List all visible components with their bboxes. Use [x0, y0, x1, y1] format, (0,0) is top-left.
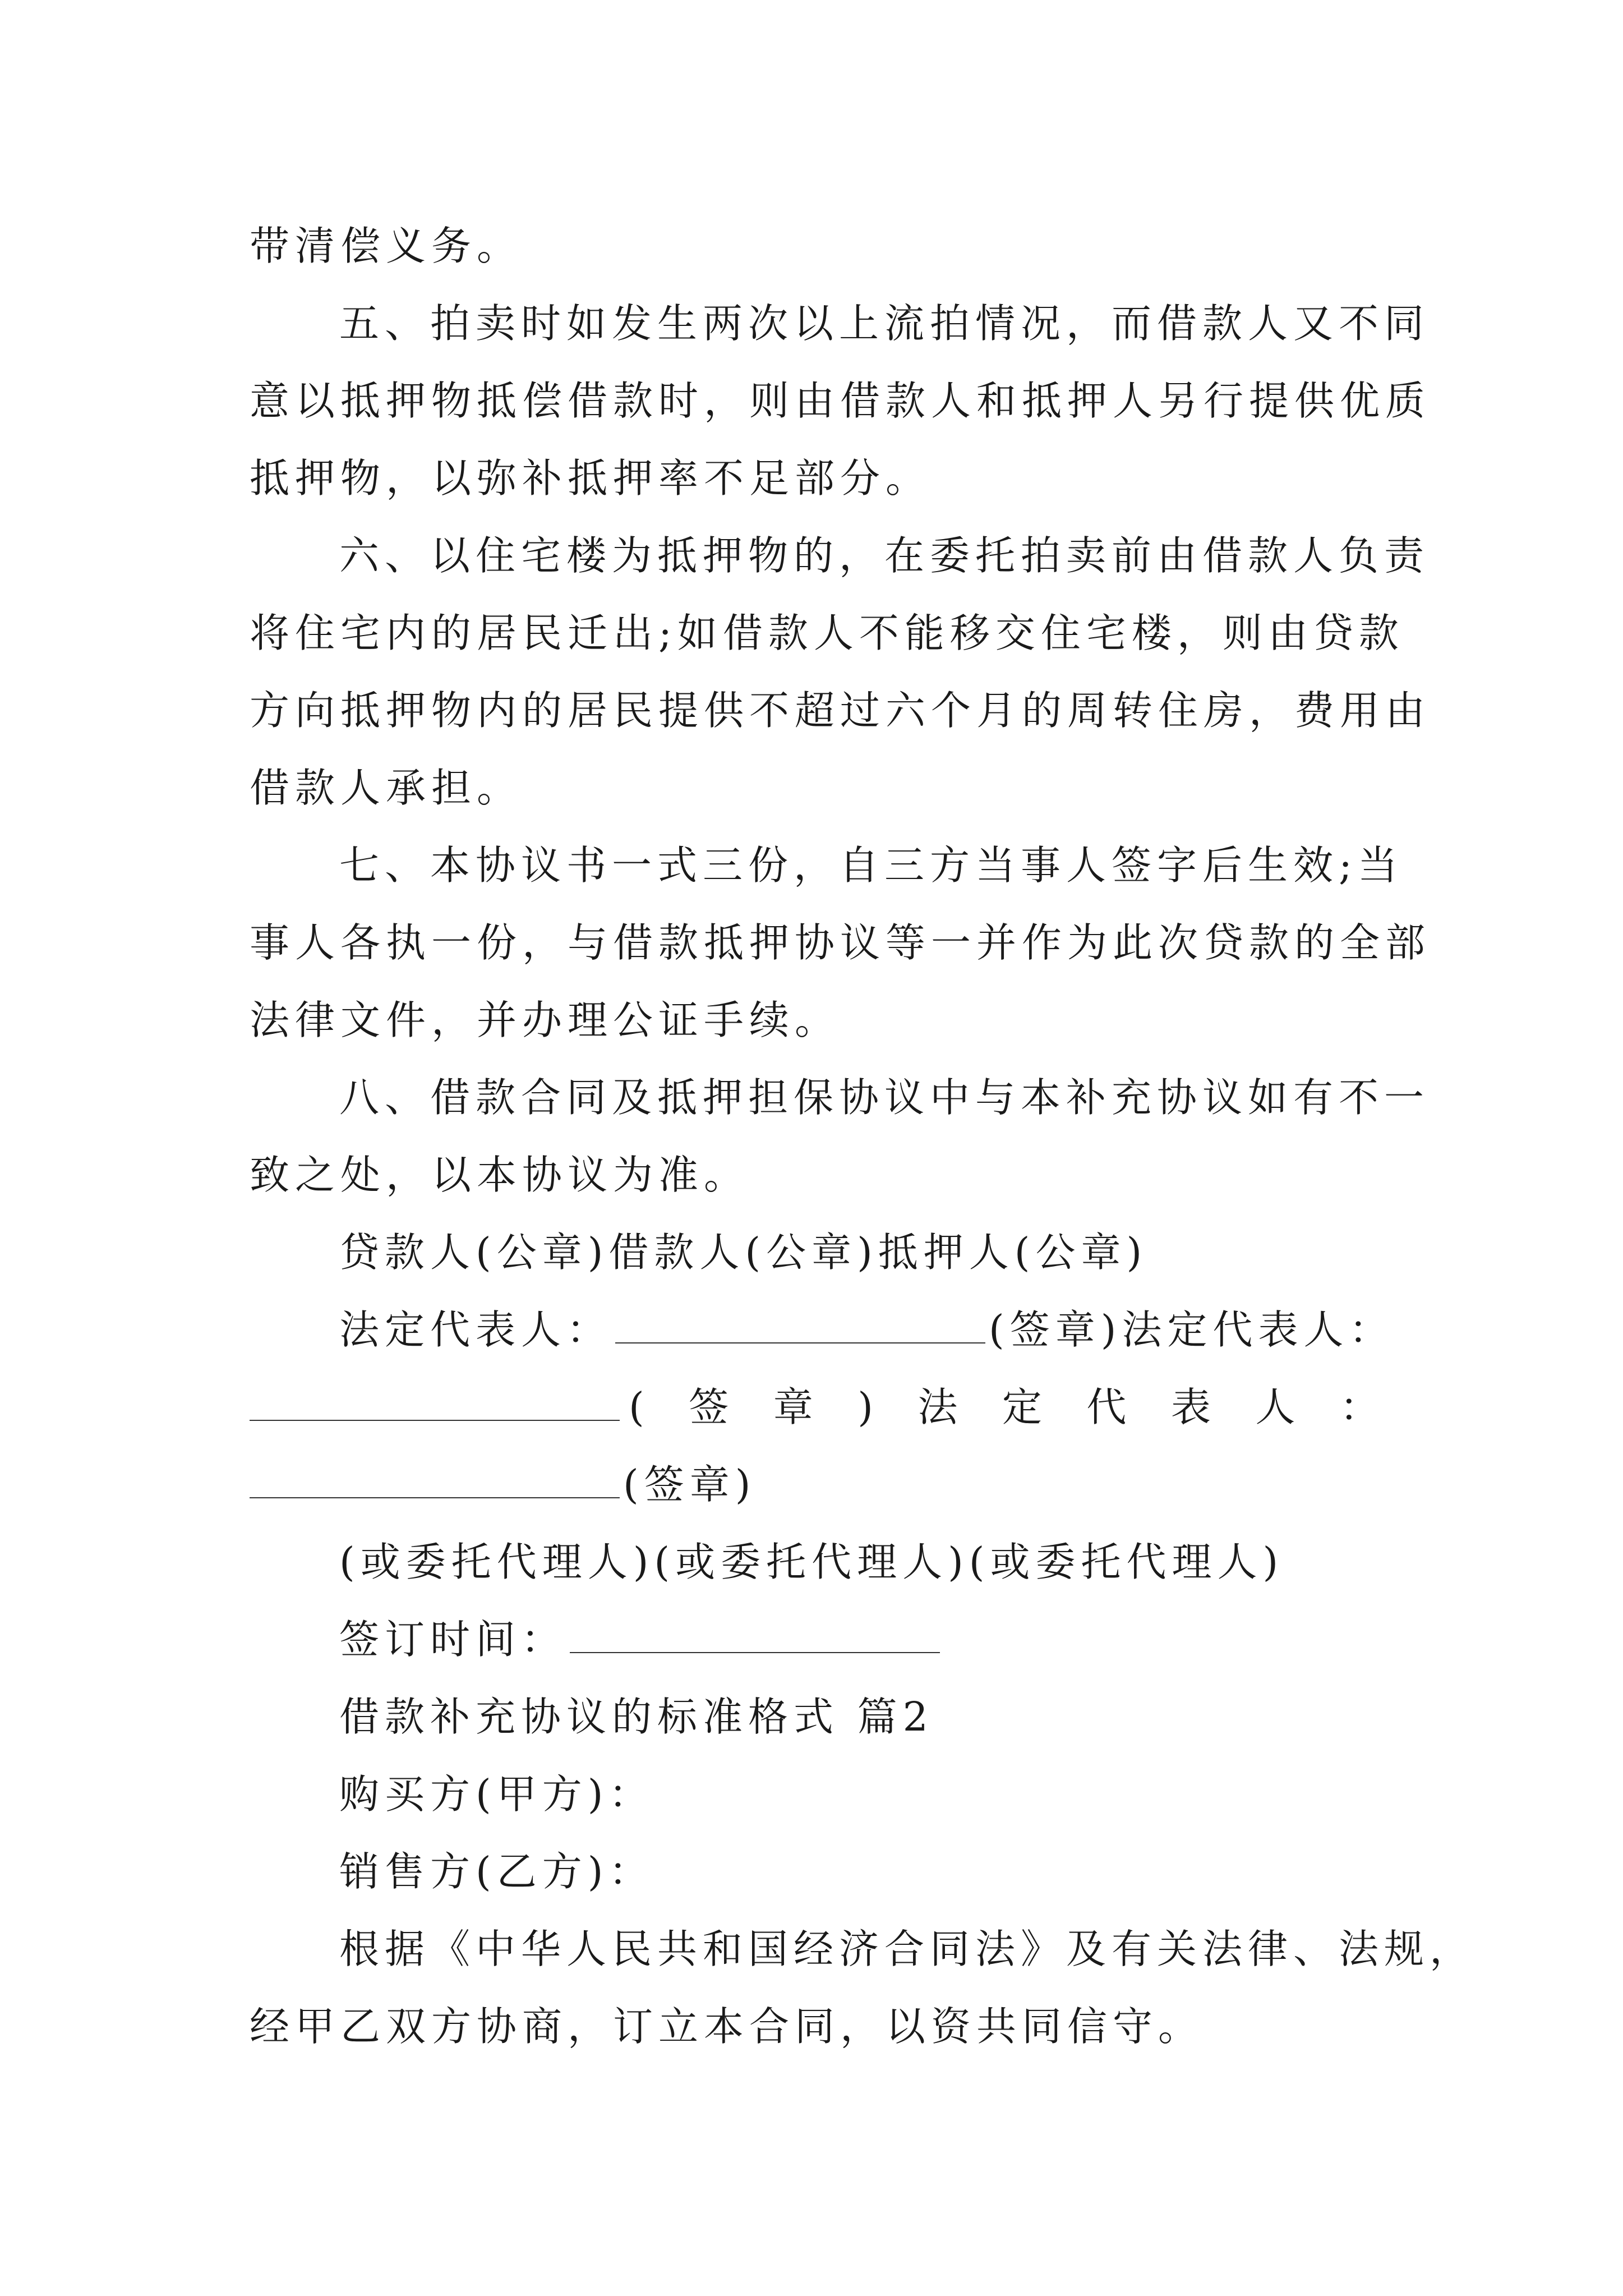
paragraph-line: 带清偿义务。 — [250, 223, 523, 269]
rep-char: ) — [857, 1384, 879, 1430]
signature-blank — [250, 1464, 620, 1498]
paragraph-line: 法律文件，并办理公证手续。 — [250, 997, 841, 1043]
rep-spread-text — [623, 1369, 1385, 1446]
paragraph-line: 经甲乙双方协商，订立本合同，以资共同信守。 — [250, 2003, 1204, 2050]
paragraph-line: 七、本协议书一式三份，自三方当事人签字后生效;当 — [339, 842, 1403, 889]
rep-char: 定 — [1002, 1384, 1048, 1430]
sign-time-line — [250, 1601, 1385, 1678]
date-blank — [570, 1618, 940, 1653]
rep-char: 章 — [773, 1384, 819, 1430]
paragraph-line: 五、拍卖时如发生两次以上流拍情况，而借款人又不同 — [339, 300, 1430, 347]
rep-char: 签 — [689, 1384, 735, 1430]
paragraph-line: 借款人承担。 — [250, 765, 523, 811]
rep-suffix: (签章) — [623, 1461, 757, 1508]
signature-blank — [615, 1309, 985, 1343]
paragraph-line: 致之处，以本协议为准。 — [250, 1152, 750, 1198]
paragraph-line: 八、借款合同及抵押担保协议中与本补充协议如有不一 — [339, 1074, 1430, 1121]
paragraph-line: 抵押物，以弥补抵押率不足部分。 — [250, 455, 932, 501]
paragraph-line: 根据《中华人民共和国经济合同法》及有关法律、法规， — [339, 1926, 1476, 1972]
rep-line-b — [250, 1369, 1385, 1446]
rep-line-a — [250, 1291, 1395, 1369]
paragraph-line: 六、以住宅楼为抵押物的，在委托拍卖前由借款人负责 — [339, 532, 1430, 579]
rep-char: ： — [1339, 1384, 1385, 1430]
rep-char: ( — [629, 1384, 650, 1430]
rep-char: 表 — [1170, 1384, 1216, 1430]
rep-label: 法定代表人： — [339, 1306, 612, 1353]
paragraph-line: 将住宅内的居民迁出;如借款人不能移交住宅楼，则由贷款 — [250, 610, 1404, 656]
paragraph-line: 事人各执一份，与借款抵押协议等一并作为此次贷款的全部 — [250, 919, 1431, 966]
buyer-label: 购买方(甲方)： — [339, 1771, 654, 1818]
rep-char: 法 — [917, 1384, 963, 1430]
section-title: 借款补充协议的标准格式 篇2 — [339, 1694, 934, 1740]
seller-label: 销售方(乙方)： — [339, 1848, 654, 1895]
rep-char: 人 — [1255, 1384, 1301, 1430]
paragraph-line: 方向抵押物内的居民提供不超过六个月的周转住房，费用由 — [250, 687, 1431, 734]
paragraph-line: 意以抵押物抵偿借款时，则由借款人和抵押人另行提供优质 — [250, 378, 1431, 424]
rep-line-c — [250, 1446, 1385, 1524]
signature-blank — [250, 1386, 620, 1421]
signatory-header: 贷款人(公章)借款人(公章)抵押人(公章) — [339, 1229, 1148, 1276]
document-body — [250, 208, 1476, 2065]
agent-line: (或委托代理人)(或委托代理人)(或委托代理人) — [339, 1539, 1284, 1585]
rep-char: 代 — [1086, 1384, 1132, 1430]
sign-time-label: 签订时间： — [339, 1616, 567, 1663]
rep-suffix: (签章)法定代表人： — [989, 1306, 1395, 1353]
